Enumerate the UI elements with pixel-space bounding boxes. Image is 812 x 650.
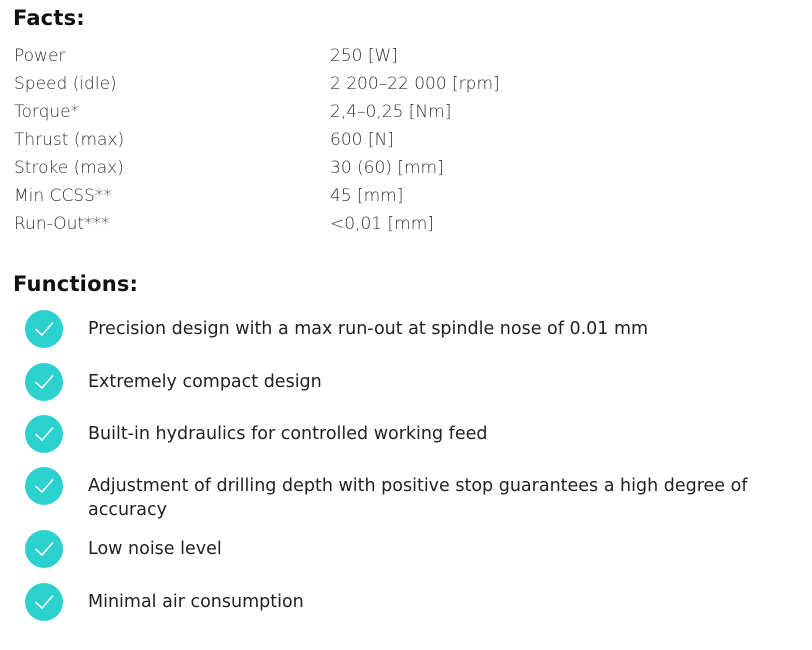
fact-row	[14, 154, 574, 182]
function-text: Precision design with a max run-out at spindle nose of 0.01 mm	[88, 319, 649, 339]
function-text: Low noise level	[88, 539, 222, 559]
facts-heading: Facts:	[13, 6, 85, 30]
fact-label: Min CCSS**	[14, 186, 112, 206]
function-text: Minimal air consumption	[88, 592, 304, 612]
functions-heading: Functions:	[13, 272, 139, 296]
check-icon	[25, 363, 63, 401]
check-icon	[25, 467, 63, 505]
fact-value: 2,4–0,25 [Nm]	[330, 102, 452, 122]
function-text: Built-in hydraulics for controlled working feed	[88, 424, 488, 444]
fact-label: Torque*	[14, 102, 80, 122]
fact-value: 600 [N]	[330, 130, 394, 150]
check-icon	[25, 310, 63, 348]
fact-label: Thrust (max)	[14, 130, 125, 150]
fact-row	[14, 126, 574, 154]
fact-row	[14, 42, 574, 70]
function-text: Extremely compact design	[88, 372, 322, 392]
check-icon	[25, 530, 63, 568]
fact-value: 45 [mm]	[330, 186, 404, 206]
check-icon	[25, 583, 63, 621]
fact-row	[14, 182, 574, 210]
fact-value: 250 [W]	[330, 46, 398, 66]
fact-label: Stroke (max)	[14, 158, 124, 178]
fact-label: Speed (idle)	[14, 74, 117, 94]
check-icon	[25, 415, 63, 453]
fact-label: Power	[14, 46, 66, 66]
fact-value: 30 (60) [mm]	[330, 158, 444, 178]
fact-row	[14, 210, 574, 238]
fact-value: <0,01 [mm]	[330, 214, 434, 234]
facts-table	[14, 42, 574, 238]
function-text: Adjustment of drilling depth with positive stop guarantees a high degree of accuracy	[88, 476, 748, 520]
fact-value: 2 200–22 000 [rpm]	[330, 74, 500, 94]
fact-label: Run-Out***	[14, 214, 110, 234]
fact-row	[14, 70, 574, 98]
fact-row	[14, 98, 574, 126]
